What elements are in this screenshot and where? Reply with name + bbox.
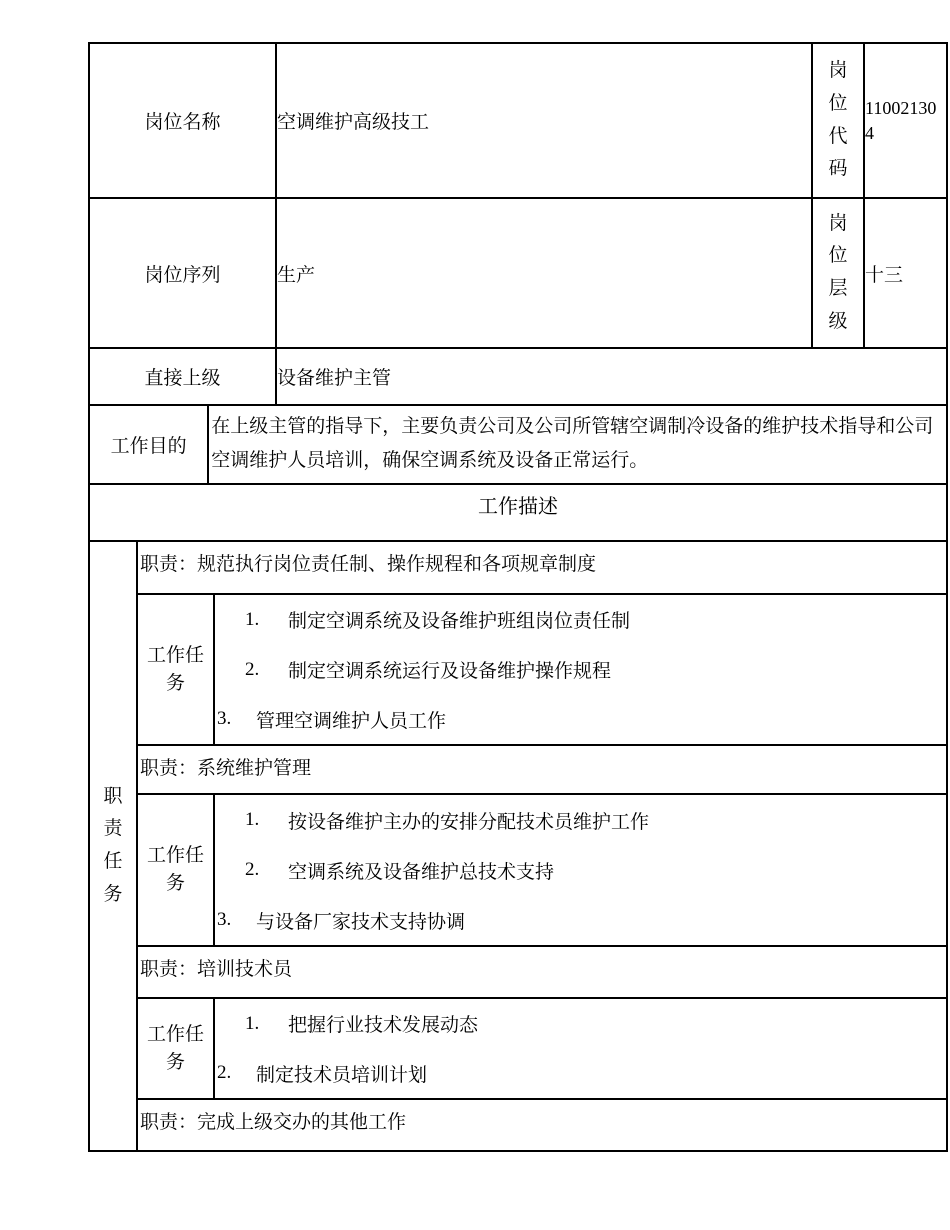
job-description-table [88, 42, 948, 1152]
row-direct-superior [90, 349, 946, 406]
position-name-label: 岗位名称 [90, 44, 277, 197]
position-level-value: 十三 [865, 264, 904, 286]
task-item: 1. 按设备维护主办的安排分配技术员维护工作 [245, 809, 650, 833]
duties-section [90, 542, 946, 1150]
task-item: 2. 空调系统及设备维护总技术支持 [245, 859, 555, 883]
task-label-1: 工作任务 [138, 595, 215, 744]
task-label-2: 工作任务 [138, 795, 215, 945]
work-purpose-label: 工作目的 [90, 406, 209, 483]
position-sequence-value: 生产 [277, 199, 813, 347]
work-purpose-value: 在上级主管的指导下，主要负责公司及公司所管辖空调制冷设备的维护技术指导和公司空调维护人员培训，确保空调系统及设备正常运行。 [211, 416, 934, 471]
work-description-title: 工作描述 [90, 485, 946, 542]
task-item: 1. 制定空调系统及设备维护班组岗位责任制 [245, 608, 631, 633]
position-name-value: 空调维护高级技工 [277, 44, 813, 197]
direct-superior-label: 直接上级 [90, 349, 277, 404]
task-item: 2. 制定空调系统运行及设备维护操作规程 [245, 658, 612, 682]
position-code-label: 岗位代码 [813, 44, 865, 197]
task-list-3 [215, 999, 946, 1098]
task-item: 1. 把握行业技术发展动态 [245, 1012, 479, 1037]
task-label-3: 工作任务 [138, 999, 215, 1098]
duty-2: 职责：系统维护管理 [138, 746, 946, 795]
task-block-2 [138, 795, 946, 947]
duties-vertical-header: 职责任务 [90, 542, 138, 1150]
task-block-1 [138, 595, 946, 746]
position-code-value: 110021304 [865, 98, 937, 143]
task-item: 2. 制定技术员培训计划 [217, 1062, 428, 1086]
duties-content [138, 542, 946, 1150]
duty-1: 职责：规范执行岗位责任制、操作规程和各项规章制度 [138, 542, 946, 595]
duty-4: 职责：完成上级交办的其他工作 [140, 1112, 407, 1133]
task-item: 3. 管理空调维护人员工作 [217, 708, 447, 732]
row-position-sequence [90, 199, 946, 349]
duty-3: 职责：培训技术员 [138, 947, 946, 999]
row-position-name [90, 44, 946, 199]
task-block-3 [138, 999, 946, 1100]
task-list-2 [215, 795, 946, 945]
row-work-purpose [90, 406, 946, 485]
task-item: 3. 与设备厂家技术支持协调 [217, 909, 466, 933]
direct-superior-value: 设备维护主管 [277, 368, 392, 389]
task-list-1 [215, 595, 946, 744]
position-level-label: 岗位层级 [813, 199, 865, 347]
position-sequence-label: 岗位序列 [90, 199, 277, 347]
